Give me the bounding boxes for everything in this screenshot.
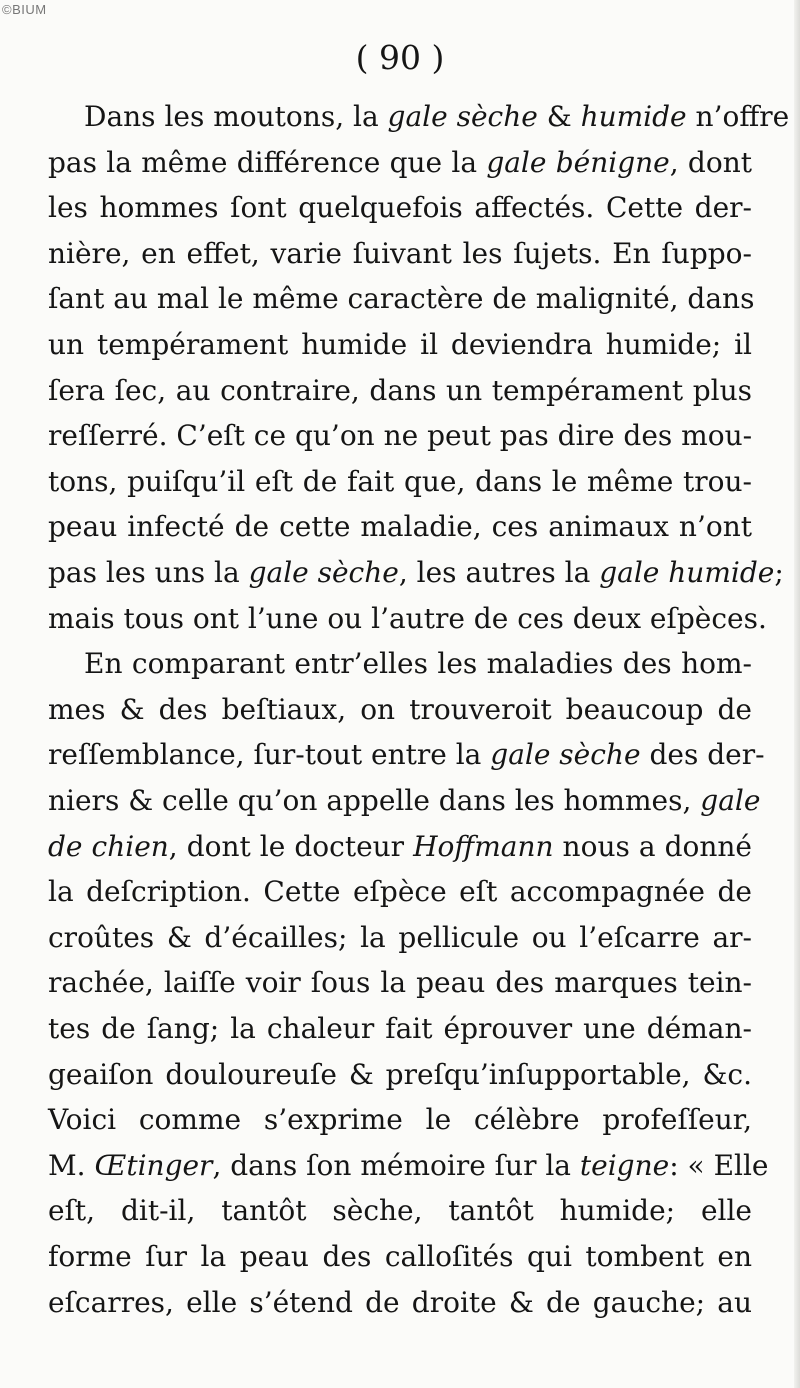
text-line <box>48 960 752 1006</box>
italic-term: teigne <box>579 1148 670 1182</box>
text-line <box>48 185 752 231</box>
text-line <box>48 1280 752 1326</box>
text-line <box>48 504 752 550</box>
text-run: ; <box>774 556 784 589</box>
text-line <box>48 459 752 505</box>
text-run: un tempérament humide il deviendra humide; il <box>48 328 752 361</box>
text-run: ſant au mal le même caractère de malignité, dans <box>48 282 755 316</box>
text-run: geaiſon douloureuſe & preſqu’inſupportable, &c. <box>48 1057 752 1091</box>
text-run: , dans ſon mémoire ſur la <box>212 1148 580 1182</box>
text-line <box>48 1234 752 1280</box>
text-run: : « Elle <box>669 1148 769 1182</box>
text-run: niers & celle qu’on appelle dans les hommes, <box>48 784 701 817</box>
text-run: & <box>537 100 581 133</box>
text-line <box>48 824 752 870</box>
text-line <box>48 231 752 277</box>
page-edge-shadow <box>794 0 800 1388</box>
text-run: pas la même différence que la <box>48 145 487 179</box>
text-run: nière, en effet, varie ſuivant les ſujets. En ſuppo- <box>48 236 752 270</box>
text-run: reſſemblance, ſur-tout entre la <box>48 738 491 772</box>
text-run: eſt, dit-il, tantôt sèche, tantôt humide; elle <box>48 1194 752 1228</box>
italic-term: de chien <box>48 829 169 863</box>
text-line <box>48 413 752 459</box>
text-line <box>84 641 752 687</box>
text-line <box>48 276 755 322</box>
text-line <box>48 322 752 368</box>
text-run: tons, puiſqu’il eſt de fait que, dans le même trou- <box>48 464 752 498</box>
italic-term: gale sèche <box>490 738 641 772</box>
text-run: , dont <box>669 145 752 179</box>
text-run: peau infecté de cette maladie, ces animaux n’ont <box>48 510 752 544</box>
text-line <box>48 687 752 733</box>
text-run: , les autres la <box>398 556 600 589</box>
page-number: ( 90 ) <box>355 38 445 77</box>
italic-term: gale sèche <box>387 100 538 133</box>
text-run: pas les uns la <box>48 556 249 589</box>
text-run: En comparant entr’elles les maladies des hom- <box>84 647 752 681</box>
text-run: croûtes & d’écailles; la pellicule ou l’eſcarre ar- <box>48 920 752 954</box>
text-run: les hommes ſont quelquefois affectés. Cette der- <box>48 191 752 225</box>
text-line <box>48 140 752 186</box>
text-run: nous a donné <box>553 829 753 863</box>
text-run: n’offre <box>686 100 790 133</box>
text-line <box>48 368 752 414</box>
text-run: ſera ſec, au contraire, dans un tempérament plus <box>48 373 752 407</box>
text-line <box>48 596 767 642</box>
text-run: Voici comme s’exprime le célèbre profeſſeur, <box>48 1103 752 1137</box>
italic-term: gale humide <box>599 556 775 589</box>
text-line <box>48 550 784 596</box>
text-run: reſſerré. C’eſt ce qu’on ne peut pas dire des mou- <box>48 419 753 453</box>
italic-term: Hoffmann <box>413 829 554 863</box>
text-run: M. <box>48 1148 95 1182</box>
text-run: rachée, laiſſe voir ſous la peau des marques tein- <box>48 966 752 1000</box>
text-run: la deſcription. Cette eſpèce eſt accompagnée de <box>48 875 752 909</box>
text-run: forme ſur la peau des calloſités qui tombent en <box>48 1240 752 1273</box>
italic-term: Œtinger <box>94 1148 213 1182</box>
italic-term: gale sèche <box>248 556 399 589</box>
text-line <box>48 1006 752 1052</box>
text-run: des der- <box>640 738 765 772</box>
text-line <box>48 869 752 915</box>
text-line <box>48 1097 752 1143</box>
italic-term: gale bénigne <box>486 145 670 179</box>
library-watermark: ©BIUM <box>2 2 47 17</box>
text-line <box>48 915 752 961</box>
text-run: tes de ſang; la chaleur fait éprouver une déman- <box>48 1012 752 1045</box>
text-line <box>84 94 790 140</box>
italic-term: gale <box>700 784 761 817</box>
text-run: , dont le docteur <box>168 829 414 863</box>
text-line <box>48 732 765 778</box>
text-run: mes & des beſtiaux, on trouveroit beaucoup de <box>48 692 752 726</box>
text-run: eſcarres, elle s’étend de droite & de gauche; au <box>48 1285 752 1319</box>
text-run: mais tous ont l’une ou l’autre de ces deux eſpèces. <box>48 601 767 635</box>
text-line <box>48 1188 752 1234</box>
text-line <box>48 1052 752 1098</box>
italic-term: humide <box>580 100 687 133</box>
text-run: Dans les moutons, la <box>84 100 388 133</box>
text-line <box>48 778 761 824</box>
text-line <box>48 1143 769 1189</box>
